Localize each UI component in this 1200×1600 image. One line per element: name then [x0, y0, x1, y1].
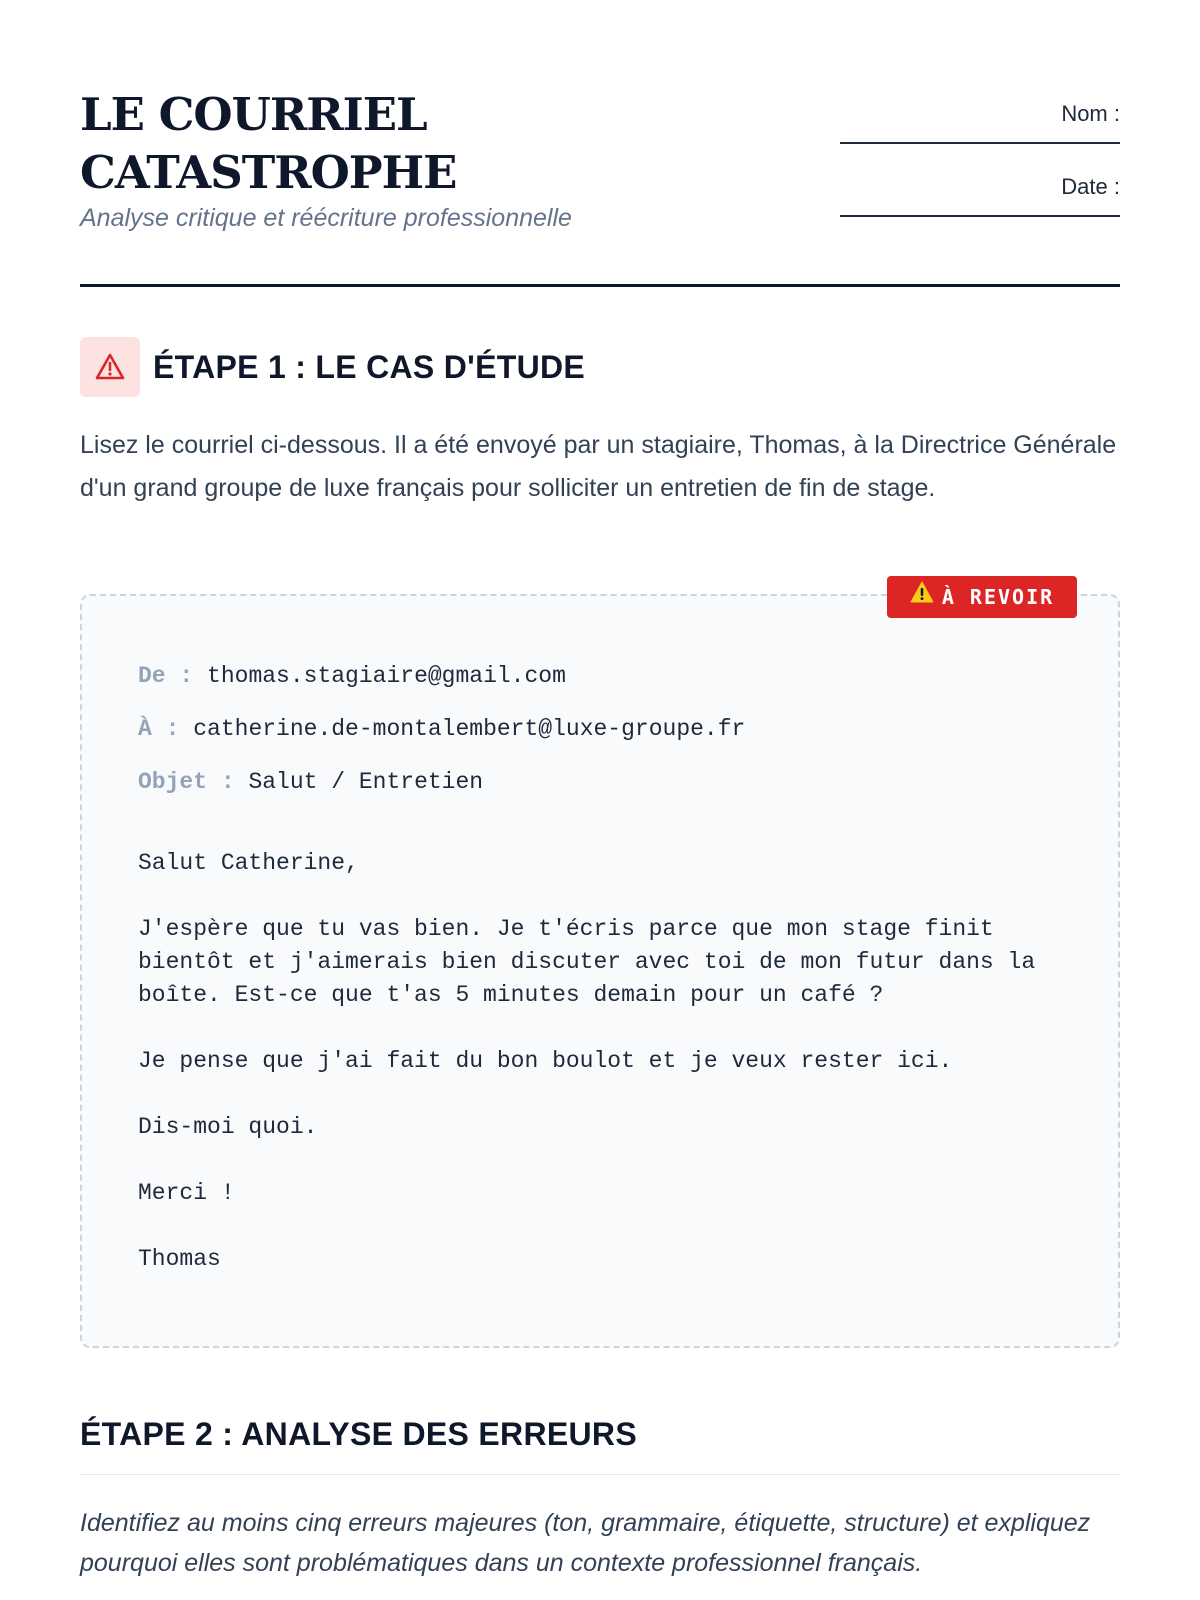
- page-title: LE COURRIEL CATASTROPHE: [80, 88, 457, 199]
- review-badge-label: À REVOIR: [941, 585, 1055, 609]
- date-field: [830, 173, 1120, 246]
- name-label: Nom :: [1061, 101, 1120, 126]
- email-to-row: [138, 713, 1068, 766]
- email-content: [138, 660, 1068, 1309]
- warning-sign-icon: [910, 575, 934, 617]
- name-field: [830, 100, 1120, 173]
- email-body: [138, 847, 1068, 1276]
- date-label: Date :: [1061, 174, 1120, 199]
- email-paragraph: J'espère que tu vas bien. Je t'écris parce que mon stage finit bientôt et j'aimerais bien discuter avec toi de mon futur dans la boîte. Est-ce que t'as 5 minutes demain pour un café ?: [138, 916, 1036, 1008]
- step-1-heading: [80, 337, 1120, 397]
- step-1-intro: Lisez le courriel ci-dessous. Il a été envoyé par un stagiaire, Thomas, à la Directrice Générale d'un grand groupe de luxe français pour solliciter un entretien de fin de stage.: [80, 431, 1117, 502]
- email-greeting: Salut Catherine,: [138, 850, 359, 876]
- review-badge: [887, 576, 1077, 618]
- step-2-instructions: Identifiez au moins cinq erreurs majeures (ton, grammaire, étiquette, structure) et expliquez pourquoi elles sont problématiques dans un contexte professionnel français.: [80, 1509, 1091, 1577]
- email-from-value: thomas.stagiaire@gmail.com: [207, 663, 566, 689]
- email-to-label: À :: [138, 716, 180, 742]
- student-info: [830, 100, 1120, 246]
- email-card: [80, 594, 1120, 1348]
- warning-triangle-icon: [80, 337, 140, 397]
- email-closing: Merci !: [138, 1180, 235, 1206]
- email-signature: Thomas: [138, 1246, 221, 1272]
- email-to-value: catherine.de-montalembert@luxe-groupe.fr: [193, 716, 746, 742]
- name-blank-line: [840, 142, 1120, 144]
- email-from-label: De :: [138, 663, 194, 689]
- date-blank-line: [840, 215, 1120, 217]
- page-subtitle: Analyse critique et réécriture professionnelle: [80, 204, 572, 232]
- email-paragraph: Je pense que j'ai fait du bon boulot et je veux rester ici.: [138, 1048, 953, 1074]
- email-paragraph: Dis-moi quoi.: [138, 1114, 318, 1140]
- email-subject-row: [138, 766, 1068, 819]
- section-divider: [80, 1474, 1120, 1475]
- worksheet-header: [80, 86, 1120, 287]
- email-subject-value: Salut / Entretien: [248, 769, 484, 795]
- step-1-title: ÉTAPE 1 : LE CAS D'ÉTUDE: [153, 349, 586, 385]
- email-subject-label: Objet :: [138, 769, 235, 795]
- email-from-row: [138, 660, 1068, 713]
- step-2-title: ÉTAPE 2 : ANALYSE DES ERREURS: [80, 1416, 637, 1452]
